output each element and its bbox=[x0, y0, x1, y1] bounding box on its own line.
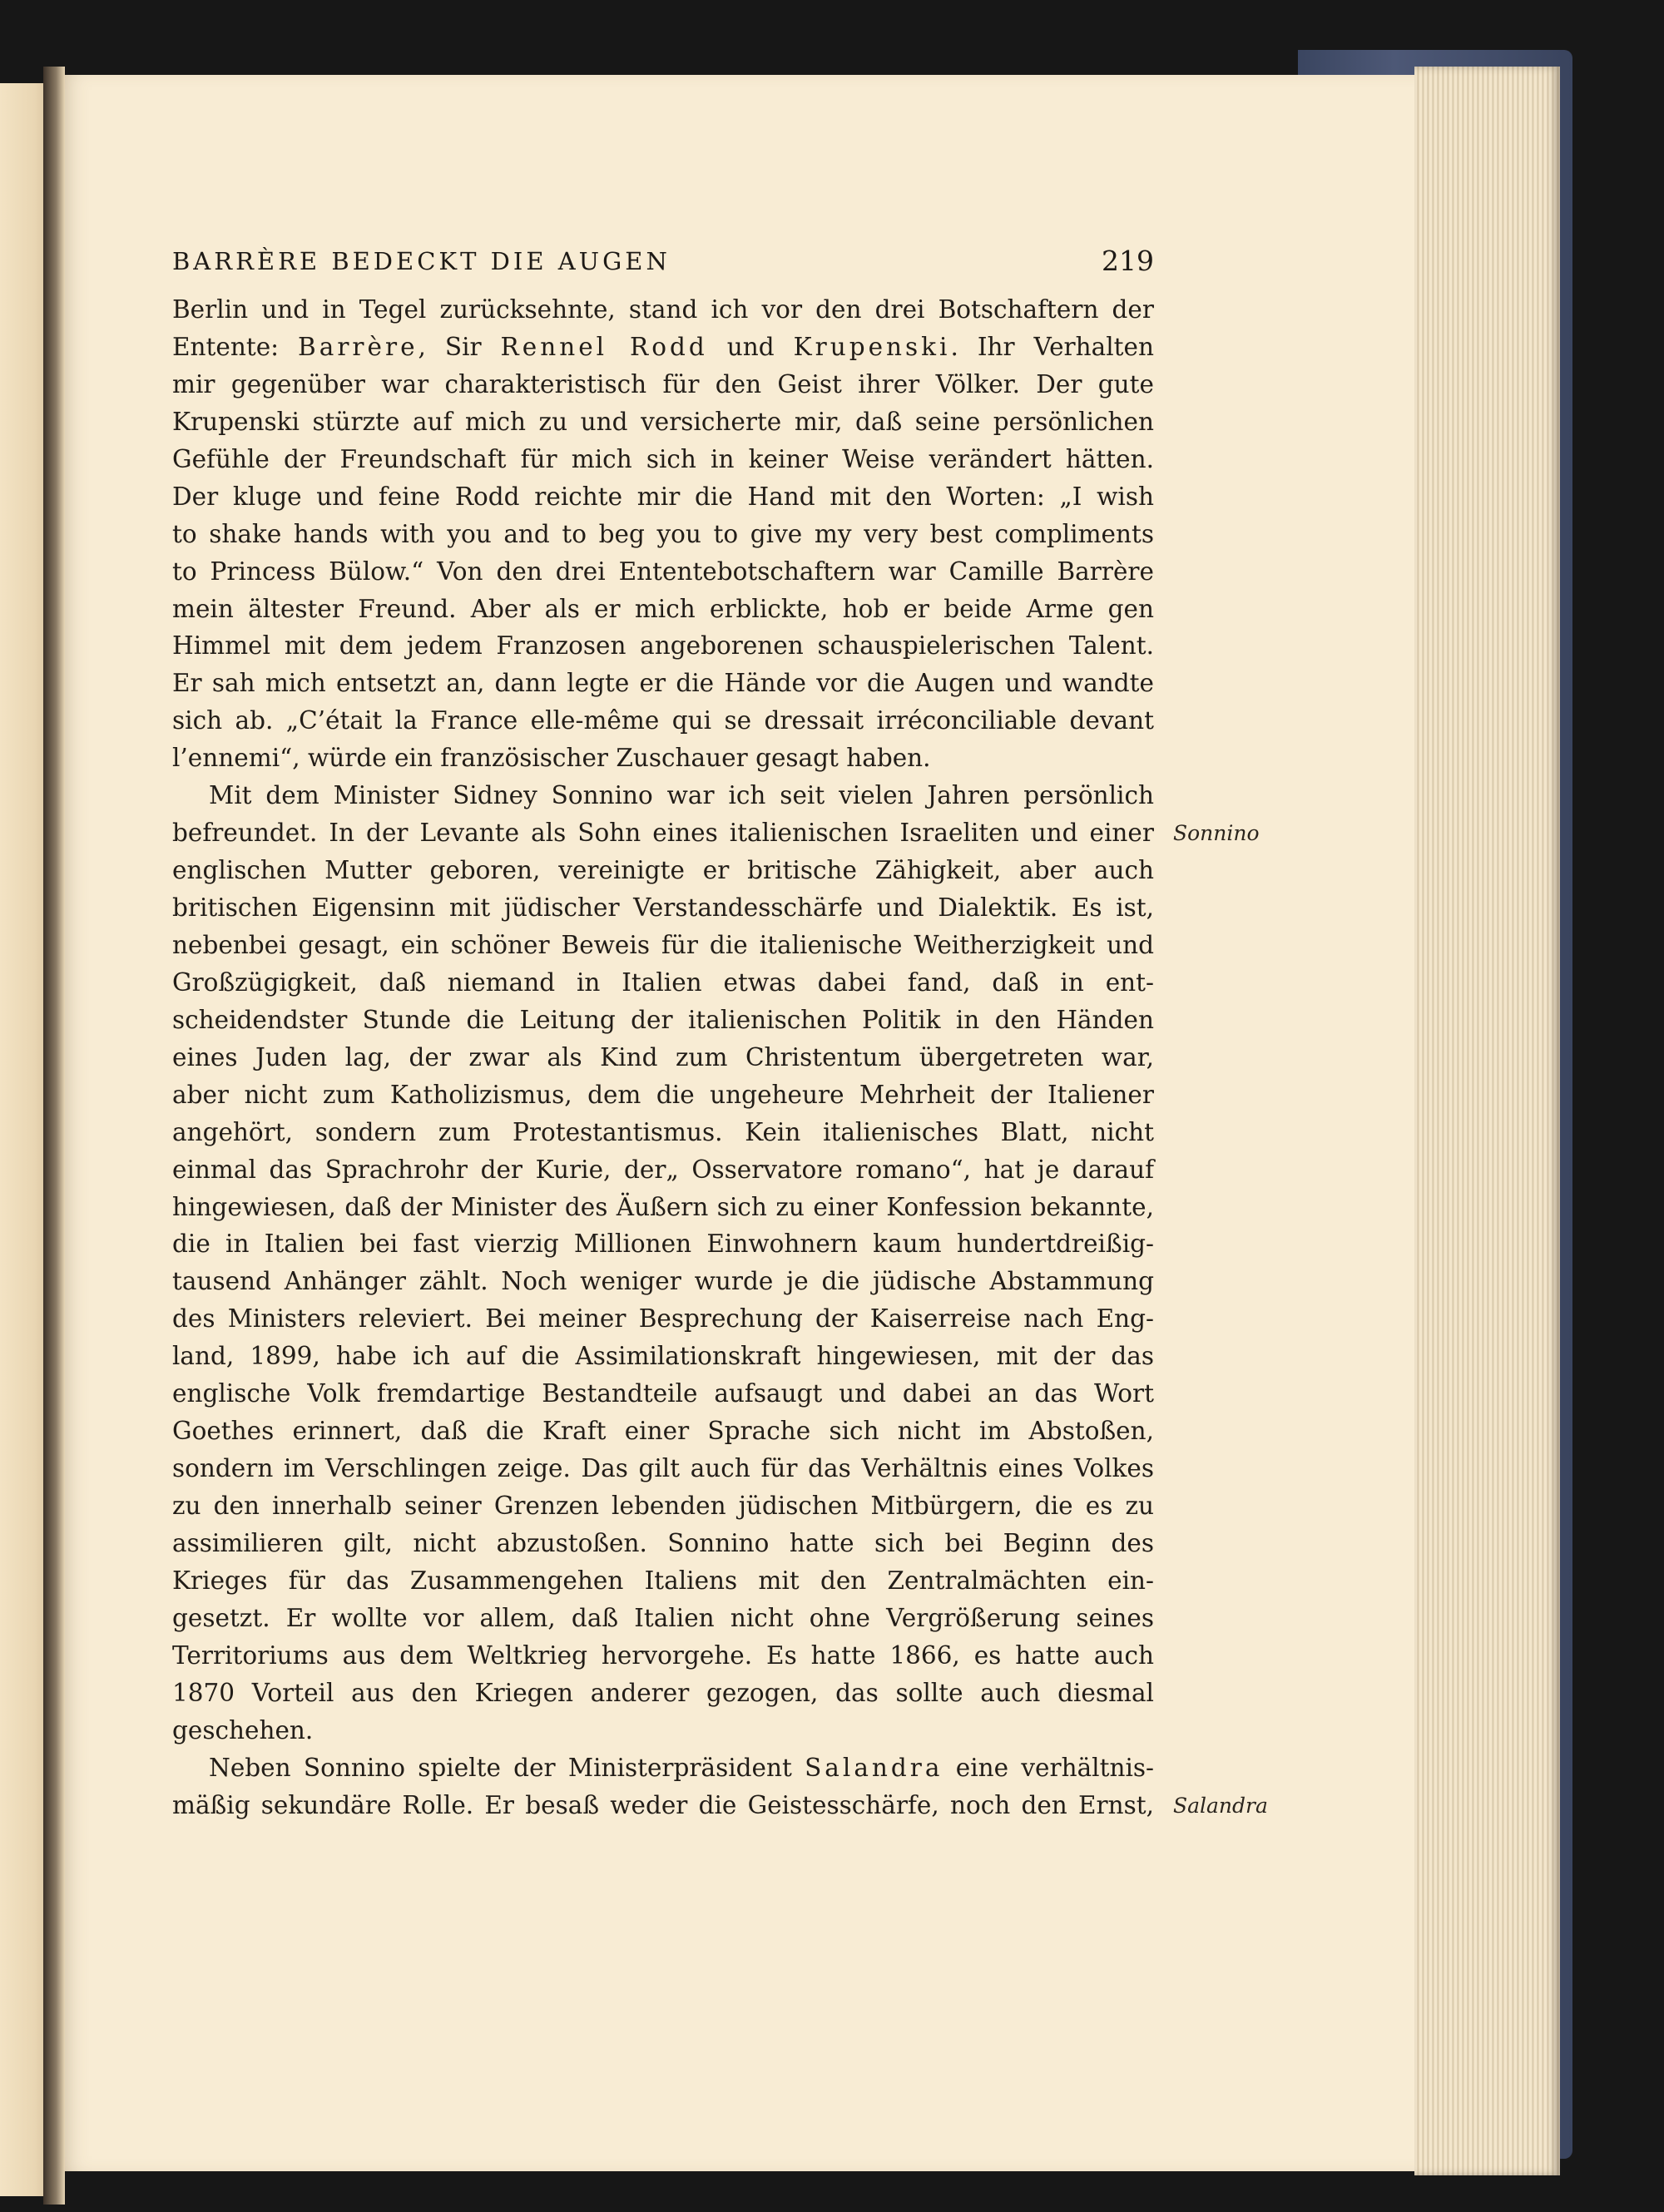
text-run: land, 1899, habe ich auf die Assimilationskraft hingewiesen, mit der das bbox=[172, 1342, 1154, 1371]
text-run: Goethes erinnert, daß die Kraft einer Sprache sich nicht im Abstoßen, bbox=[172, 1417, 1154, 1446]
text-run: sondern im Verschlingen zeige. Das gilt auch für das Verhältnis eines Volkes bbox=[172, 1454, 1154, 1483]
text-run: mir gegenüber war charakteristisch für den Geist ihrer Völker. Der gute bbox=[172, 369, 1154, 398]
page-number: 219 bbox=[1102, 245, 1154, 277]
text-run: aber nicht zum Katholizismus, dem die ungeheure Mehrheit der Italiener bbox=[172, 1080, 1154, 1109]
text-line bbox=[172, 627, 1154, 665]
text-line bbox=[172, 1562, 1154, 1600]
text-run: nebenbei gesagt, ein schöner Beweis für die italienische Weitherzigkeit und bbox=[172, 930, 1154, 959]
text-line bbox=[172, 964, 1154, 1002]
text-run: hingewiesen, daß der Minister des Äußern sich zu einer Konfession bekannte, bbox=[172, 1192, 1154, 1221]
text-run: assimilieren gilt, nicht abzustoßen. Sonnino hatte sich bei Beginn des bbox=[172, 1528, 1154, 1557]
text-run: Er sah mich entsetzt an, dann legte er die Hände vor die Augen und wandte bbox=[172, 669, 1154, 698]
text-run: zu den innerhalb seiner Grenzen lebenden jüdischen Mitbürgern, die es zu bbox=[172, 1492, 1154, 1520]
text-line bbox=[172, 1525, 1154, 1562]
text-run: scheidendster Stunde die Leitung der italienischen Politik in den Händen bbox=[172, 1005, 1154, 1034]
text-run: britischen Eigensinn mit jüdischer Verstandesschärfe und Dialektik. Es ist, bbox=[172, 893, 1154, 922]
text-run: Mit dem Minister Sidney Sonnino war ich seit vielen Jahren persönlich bbox=[209, 781, 1154, 810]
spaced-name: Krupenski bbox=[793, 332, 951, 361]
running-head bbox=[172, 241, 1154, 281]
text-line bbox=[172, 814, 1154, 852]
text-line bbox=[172, 1076, 1154, 1114]
text-line bbox=[172, 702, 1154, 740]
text-run: angehört, sondern zum Protestantismus. Kein italienisches Blatt, nicht bbox=[172, 1117, 1154, 1146]
text-line bbox=[172, 927, 1154, 964]
text-line bbox=[172, 516, 1154, 553]
text-line bbox=[172, 1151, 1154, 1189]
text-line bbox=[172, 740, 1154, 777]
text-run: Entente: bbox=[172, 332, 299, 361]
text-line bbox=[172, 478, 1154, 516]
text-run: des Ministers releviert. Bei meiner Besprechung der Kaiserreise nach Eng- bbox=[172, 1304, 1154, 1334]
margin-note: Sonnino bbox=[1173, 821, 1260, 846]
text-run: , Sir bbox=[418, 332, 501, 361]
text-run: Berlin und in Tegel zurücksehnte, stand ich vor den drei Botschaftern der bbox=[172, 295, 1154, 324]
text-line bbox=[172, 1675, 1154, 1712]
text-line bbox=[172, 1600, 1154, 1637]
text-run: englische Volk fremdartige Bestandteile aufsaugt und dabei an das Wort bbox=[172, 1379, 1154, 1408]
spaced-name: Salandra bbox=[805, 1753, 943, 1782]
text-line bbox=[172, 291, 1154, 329]
text-line bbox=[172, 852, 1154, 889]
text-line bbox=[172, 403, 1154, 441]
text-line bbox=[172, 1375, 1154, 1413]
text-line bbox=[172, 1263, 1154, 1300]
spaced-name: Rennel Rodd bbox=[500, 332, 708, 361]
text-line bbox=[172, 1039, 1154, 1076]
text-line bbox=[172, 1300, 1154, 1338]
text-line bbox=[172, 1002, 1154, 1039]
text-run: geschehen. bbox=[172, 1715, 314, 1744]
text-run: to shake hands with you and to beg you to give my very best compliments bbox=[172, 519, 1154, 548]
text-line bbox=[172, 1338, 1154, 1375]
text-line bbox=[172, 441, 1154, 478]
text-run: Krupenski stürzte auf mich zu und versicherte mir, daß seine persönlichen bbox=[172, 407, 1154, 436]
margin-note: Salandra bbox=[1173, 1794, 1268, 1818]
text-run: Neben Sonnino spielte der Ministerpräsident bbox=[209, 1753, 805, 1782]
text-line bbox=[172, 1637, 1154, 1675]
text-run: mein ältester Freund. Aber als er mich erblickte, hob er beide Arme gen bbox=[172, 594, 1154, 623]
text-run: eine verhältnis- bbox=[943, 1753, 1154, 1782]
text-line bbox=[172, 366, 1154, 403]
text-run: mäßig sekundäre Rolle. Er besaß weder die Geistesschärfe, noch den Ernst, bbox=[172, 1790, 1154, 1819]
text-run: eines Juden lag, der zwar als Kind zum Christentum übergetreten war, bbox=[172, 1042, 1154, 1071]
text-line bbox=[172, 553, 1154, 591]
text-line bbox=[172, 1189, 1154, 1226]
text-line bbox=[172, 665, 1154, 702]
text-run: to Princess Bülow.“ Von den drei Ententebotschaftern war Camille Barrère bbox=[172, 557, 1154, 586]
text-line bbox=[172, 1787, 1154, 1824]
text-run: Der kluge und feine Rodd reichte mir die Hand mit den Worten: „I wish bbox=[172, 482, 1154, 511]
text-run: Großzügigkeit, daß niemand in Italien etwas dabei fand, daß in ent- bbox=[172, 967, 1154, 997]
text-run: englischen Mutter geboren, vereinigte er britische Zähigkeit, aber auch bbox=[172, 856, 1154, 885]
text-line bbox=[172, 1114, 1154, 1151]
page-edges bbox=[1414, 67, 1560, 2175]
text-run: l’ennemi“, würde ein französischer Zuschauer gesagt haben. bbox=[172, 744, 931, 773]
text-run: die in Italien bei fast vierzig Millionen Einwohnern kaum hundertdreißig- bbox=[172, 1230, 1154, 1259]
text-line bbox=[172, 1749, 1154, 1787]
text-run: Krieges für das Zusammengehen Italiens mit den Zentralmächten ein- bbox=[172, 1566, 1154, 1595]
text-run: Territoriums aus dem Weltkrieg hervorgehe. Es hatte 1866, es hatte auch bbox=[172, 1640, 1154, 1670]
text-line bbox=[172, 591, 1154, 628]
text-line bbox=[172, 1487, 1154, 1525]
text-run: Himmel mit dem jedem Franzosen angeborenen schauspielerischen Talent. bbox=[172, 631, 1154, 661]
text-line bbox=[172, 1413, 1154, 1450]
text-line bbox=[172, 889, 1154, 927]
text-line bbox=[172, 1712, 1154, 1749]
body-text bbox=[172, 291, 1154, 1824]
text-line bbox=[172, 777, 1154, 814]
left-page-edge bbox=[0, 83, 50, 2196]
book-gutter bbox=[43, 67, 65, 2205]
text-run: einmal das Sprachrohr der Kurie, der„ Osservatore romano“, hat je darauf bbox=[172, 1155, 1154, 1184]
text-line bbox=[172, 1450, 1154, 1487]
text-run: sich ab. „C’était la France elle-même qui se dressait irréconciliable devant bbox=[172, 706, 1154, 735]
text-run: tausend Anhänger zählt. Noch weniger wurde je die jüdische Abstammung bbox=[172, 1267, 1154, 1296]
text-run: . Ihr Verhalten bbox=[950, 332, 1154, 361]
text-run: Gefühle der Freundschaft für mich sich in keiner Weise verändert hätten. bbox=[172, 444, 1154, 473]
text-run: gesetzt. Er wollte vor allem, daß Italien nicht ohne Vergrößerung seines bbox=[172, 1603, 1154, 1632]
text-line bbox=[172, 1225, 1154, 1263]
text-run: 1870 Vorteil aus den Kriegen anderer gezogen, das sollte auch diesmal bbox=[172, 1678, 1154, 1707]
spaced-name: Barrère bbox=[298, 332, 418, 361]
text-line bbox=[172, 329, 1154, 366]
text-run: befreundet. In der Levante als Sohn eines italienischen Israeliten und einer bbox=[172, 819, 1154, 848]
running-head-title: BARRÈRE BEDECKT DIE AUGEN bbox=[172, 247, 671, 275]
text-run: und bbox=[707, 332, 794, 361]
